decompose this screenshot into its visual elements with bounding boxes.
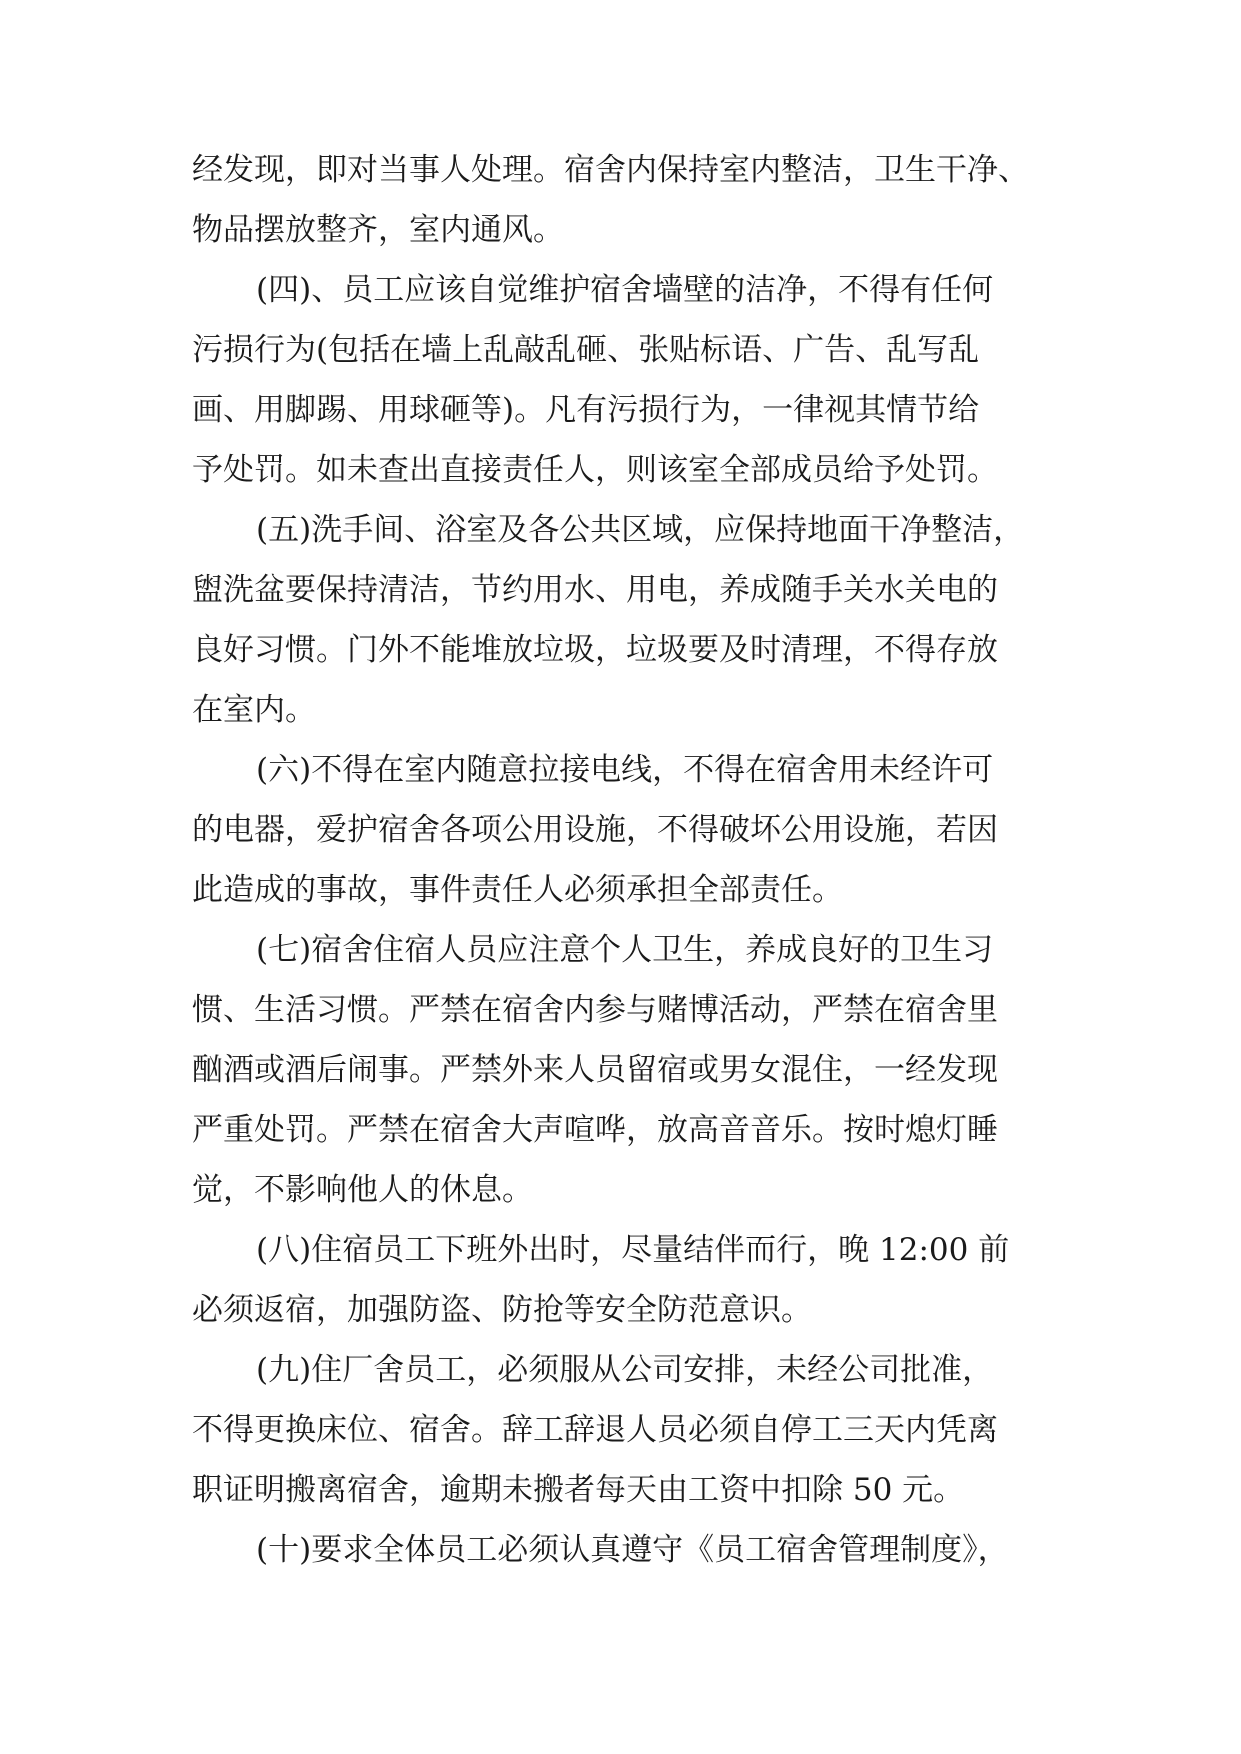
text-line: 的电器，爱护宿舍各项公用设施，不得破坏公用设施，若因 <box>192 812 998 848</box>
paragraph-start-line: (七)宿舍住宿人员应注意个人卫生，养成良好的卫生习 <box>256 932 994 968</box>
paragraph-start-line: (八)住宿员工下班外出时，尽量结伴而行，晚 12:00 前 <box>256 1232 1010 1268</box>
text-line: 严重处罚。严禁在宿舍大声喧哗，放高音音乐。按时熄灯睡 <box>192 1112 998 1148</box>
text-line: 污损行为(包括在墙上乱敲乱砸、张贴标语、广告、乱写乱 <box>192 332 980 368</box>
text-line: 觉，不影响他人的休息。 <box>192 1172 533 1208</box>
text-line: 予处罚。如未查出直接责任人，则该室全部成员给予处罚。 <box>192 452 998 488</box>
text-line: 此造成的事故，事件责任人必须承担全部责任。 <box>192 872 843 908</box>
text-line: 必须返宿，加强防盗、防抢等安全防范意识。 <box>192 1292 812 1328</box>
text-line: 物品摆放整齐，室内通风。 <box>192 212 564 248</box>
text-line: 在室内。 <box>192 692 316 728</box>
text-line: 职证明搬离宿舍，逾期未搬者每天由工资中扣除 50 元。 <box>192 1472 965 1508</box>
text-line: 经发现，即对当事人处理。宿舍内保持室内整洁，卫生干净、 <box>192 152 1029 188</box>
paragraph-start-line: (六)不得在室内随意拉接电线，不得在宿舍用未经许可 <box>256 752 994 788</box>
paragraph-start-line: (五)洗手间、浴室及各公共区域，应保持地面干净整洁， <box>256 512 1025 548</box>
text-line: 不得更换床位、宿舍。辞工辞退人员必须自停工三天内凭离 <box>192 1412 998 1448</box>
paragraph-start-line: (九)住厂舍员工，必须服从公司安排，未经公司批准， <box>256 1352 994 1388</box>
text-line: 酗酒或酒后闹事。严禁外来人员留宿或男女混住，一经发现 <box>192 1052 998 1088</box>
text-line: 画、用脚踢、用球砸等)。凡有污损行为，一律视其情节给 <box>192 392 980 428</box>
text-line: 盥洗盆要保持清洁，节约用水、用电，养成随手关水关电的 <box>192 572 998 608</box>
text-line: 良好习惯。门外不能堆放垃圾，垃圾要及时清理，不得存放 <box>192 632 998 668</box>
paragraph-start-line: (四)、员工应该自觉维护宿舍墙壁的洁净，不得有任何 <box>256 272 994 308</box>
paragraph-start-line: (十)要求全体员工必须认真遵守《员工宿舍管理制度》， <box>256 1532 1009 1568</box>
text-line: 惯、生活习惯。严禁在宿舍内参与赌博活动，严禁在宿舍里 <box>192 992 998 1028</box>
